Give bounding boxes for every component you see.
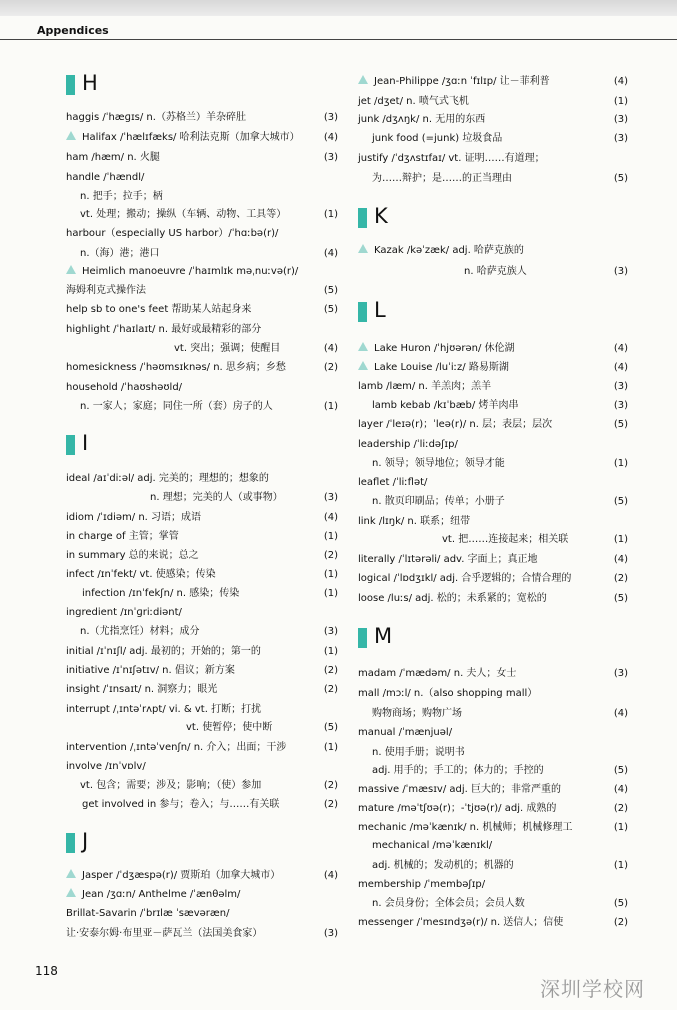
glossary-entry <box>358 761 628 780</box>
section-marker-bar <box>66 435 75 455</box>
entry-text <box>66 885 338 904</box>
glossary-entry <box>358 169 628 188</box>
glossary-entry <box>358 818 628 837</box>
glossary-entry <box>66 642 338 661</box>
glossary-entry <box>66 622 338 641</box>
entry-text <box>66 527 338 546</box>
entry-definition: homesickness /ˈhəʊmsɪknəs/ n. 思乡病；乡愁 <box>66 362 286 373</box>
entry-text <box>358 169 628 188</box>
entry-text <box>66 281 338 300</box>
entry-definition: mature /məˈtʃʊə(r)；-ˈtjʊə(r)/ adj. 成熟的 <box>358 803 557 814</box>
entry-text <box>358 684 628 703</box>
glossary-entry <box>358 454 628 473</box>
glossary-entry <box>66 776 338 795</box>
entry-definition: adj. 用手的；手工的；体力的；手控的 <box>372 765 544 776</box>
entry-text <box>358 241 628 260</box>
entry-definition: n. 使用手册；说明书 <box>372 747 465 758</box>
entry-text <box>66 661 338 680</box>
entry-definition: help sb to one's feet 帮助某人站起身来 <box>66 304 252 315</box>
unit-number: (1) <box>613 96 628 107</box>
glossary-entry <box>66 187 338 206</box>
entry-definition: interrupt /ˌɪntəˈrʌpt/ vi. & vt. 打断；打扰 <box>66 704 262 715</box>
entry-definition: vt. 处理；搬动；操纵（车辆、动物、工具等） <box>80 209 287 220</box>
section-marker-bar <box>66 75 75 95</box>
entry-definition: link /lɪŋk/ n. 联系；纽带 <box>358 516 471 527</box>
unit-number: (3) <box>613 114 628 125</box>
glossary-entry <box>66 108 338 127</box>
glossary-entry <box>66 244 338 263</box>
entry-text <box>358 530 628 549</box>
unit-number: (1) <box>323 401 338 412</box>
unit-number: (2) <box>323 799 338 810</box>
unit-number: (5) <box>323 722 338 733</box>
unit-number: (5) <box>613 173 628 184</box>
glossary-entry <box>358 241 628 260</box>
glossary-entry <box>66 795 338 814</box>
entry-text <box>66 300 338 319</box>
unit-number: (3) <box>613 381 628 392</box>
entry-text <box>358 856 628 875</box>
section-marker-bar <box>66 833 75 853</box>
unit-number: (4) <box>323 343 338 354</box>
unit-number: (1) <box>323 588 338 599</box>
section-letter: M <box>374 624 393 648</box>
glossary-entry <box>358 569 628 588</box>
entry-definition: n. 把手；拉手；柄 <box>80 191 163 202</box>
entry-definition: n. 一家人；家庭；同住一所（套）房子的人 <box>80 401 273 412</box>
entry-text <box>66 924 338 943</box>
entry-definition: junk /dʒʌŋk/ n. 无用的东西 <box>358 114 486 125</box>
entry-text <box>358 92 628 111</box>
entry-definition: n. 理想；完美的人（或事物） <box>150 492 283 503</box>
entry-definition: haggis /ˈhæɡɪs/ n.（苏格兰）羊杂碎肚 <box>66 112 246 123</box>
section-marker-bar <box>358 302 367 322</box>
glossary-entry <box>358 743 628 762</box>
entry-text <box>358 512 628 531</box>
glossary-entry <box>66 148 338 167</box>
unit-number: (3) <box>613 400 628 411</box>
unit-number: (4) <box>323 132 338 143</box>
unit-number: (5) <box>613 593 628 604</box>
entry-text <box>358 129 628 148</box>
entry-text <box>66 262 338 281</box>
entry-definition: madam /ˈmædəm/ n. 夫人；女士 <box>358 668 517 679</box>
entry-definition: 购物商场；购物广场 <box>372 708 462 719</box>
entry-text <box>66 358 338 377</box>
entry-text <box>66 108 338 127</box>
glossary-entry <box>358 913 628 932</box>
entry-text <box>66 168 338 187</box>
glossary-entry <box>358 377 628 396</box>
entry-text <box>66 565 338 584</box>
entry-definition: Lake Huron /ˈhjʊərən/ 休伦湖 <box>374 343 515 354</box>
unit-number: (4) <box>323 512 338 523</box>
unit-number: (4) <box>613 784 628 795</box>
triangle-marker-icon <box>66 888 76 897</box>
section-letter: J <box>82 829 89 853</box>
unit-number: (4) <box>613 76 628 87</box>
entry-text <box>66 397 338 416</box>
unit-number: (2) <box>323 684 338 695</box>
entry-text <box>358 492 628 511</box>
entry-text <box>66 148 338 167</box>
entry-definition: 海姆利克式操作法 <box>66 285 146 296</box>
glossary-entry <box>358 550 628 569</box>
glossary-entry <box>66 904 338 923</box>
entry-text <box>358 704 628 723</box>
glossary-entry <box>66 603 338 622</box>
unit-number: (3) <box>323 152 338 163</box>
entry-definition: in charge of 主管；掌管 <box>66 531 179 542</box>
glossary-entry <box>358 799 628 818</box>
unit-number: (4) <box>613 554 628 565</box>
entry-text <box>66 795 338 814</box>
glossary-entry <box>66 924 338 943</box>
glossary-entry <box>358 589 628 608</box>
entry-text <box>66 603 338 622</box>
watermark: 深圳学校网 <box>540 977 645 1001</box>
entry-text <box>358 743 628 762</box>
entry-definition: massive /ˈmæsɪv/ adj. 巨大的；非常严重的 <box>358 784 561 795</box>
glossary-entry <box>66 661 338 680</box>
entry-definition: n. 哈萨克族人 <box>464 266 527 277</box>
glossary-entry <box>358 512 628 531</box>
entry-text <box>358 664 628 683</box>
unit-number: (3) <box>323 492 338 503</box>
glossary-entry <box>66 700 338 719</box>
entry-text <box>66 866 338 885</box>
glossary-entry <box>358 684 628 703</box>
entry-definition: lamb kebab /kɪˈbæb/ 烤羊肉串 <box>372 400 519 411</box>
entry-text <box>358 454 628 473</box>
glossary-entry <box>358 894 628 913</box>
unit-number: (1) <box>613 860 628 871</box>
entry-text <box>66 776 338 795</box>
entry-definition: Jasper /ˈdʒæspə(r)/ 贾斯珀（加拿大城市） <box>82 870 281 881</box>
entry-definition: involve /ɪnˈvɒlv/ <box>66 761 146 772</box>
glossary-entry <box>358 149 628 168</box>
entry-definition: ideal /aɪˈdiːəl/ adj. 完美的；理想的；想象的 <box>66 473 269 484</box>
entry-text <box>66 642 338 661</box>
entry-definition: 让·安泰尔姆·布里亚－萨瓦兰（法国美食家） <box>66 928 263 939</box>
unit-number: (1) <box>613 822 628 833</box>
entry-definition: Jean-Philippe /ʒɑːn ˈfɪlɪp/ 让－菲利普 <box>374 76 550 87</box>
section-marker-bar <box>358 628 367 648</box>
entry-definition: handle /ˈhændl/ <box>66 172 145 183</box>
glossary-entry <box>66 469 338 488</box>
unit-number: (3) <box>613 266 628 277</box>
unit-number: (5) <box>323 304 338 315</box>
glossary-entry <box>66 885 338 904</box>
triangle-marker-icon <box>66 869 76 878</box>
unit-number: (3) <box>323 626 338 637</box>
triangle-marker-icon <box>358 361 368 370</box>
unit-number: (5) <box>613 898 628 909</box>
entry-definition: loose /luːs/ adj. 松的；未系紧的；宽松的 <box>358 593 547 604</box>
page-top-strip <box>0 0 677 16</box>
triangle-marker-icon <box>66 131 76 140</box>
entry-text <box>66 738 338 757</box>
entry-definition: Halifax /ˈhælɪfæks/ 哈利法克斯（加拿大城市） <box>82 132 300 143</box>
entry-text <box>66 128 338 147</box>
entry-definition: Lake Louise /luˈiːz/ 路易斯湖 <box>374 362 509 373</box>
entry-text <box>358 473 628 492</box>
unit-number: (2) <box>323 550 338 561</box>
unit-number: (2) <box>613 917 628 928</box>
section-letter: K <box>374 204 388 228</box>
entry-text <box>358 435 628 454</box>
entry-text <box>66 205 338 224</box>
unit-number: (2) <box>323 665 338 676</box>
entry-text <box>66 224 338 243</box>
entry-text <box>66 378 338 397</box>
glossary-entry <box>358 358 628 377</box>
section-marker-bar <box>358 208 367 228</box>
running-header: Appendices <box>37 24 109 37</box>
glossary-entry <box>358 396 628 415</box>
entry-text <box>358 569 628 588</box>
triangle-marker-icon <box>358 75 368 84</box>
entry-text <box>358 836 628 855</box>
unit-number: (1) <box>323 209 338 220</box>
entry-text <box>358 110 628 129</box>
entry-definition: infect /ɪnˈfekt/ vt. 使感染；传染 <box>66 569 216 580</box>
unit-number: (3) <box>323 928 338 939</box>
entry-text <box>66 680 338 699</box>
entry-text <box>358 358 628 377</box>
glossary-entry <box>358 435 628 454</box>
entry-text <box>358 396 628 415</box>
glossary-entry <box>358 856 628 875</box>
entry-text <box>358 377 628 396</box>
glossary-entry <box>358 530 628 549</box>
entry-definition: highlight /ˈhaɪlaɪt/ n. 最好或最精彩的部分 <box>66 324 262 335</box>
entry-definition: ham /hæm/ n. 火腿 <box>66 152 160 163</box>
unit-number: (3) <box>613 668 628 679</box>
glossary-entry <box>66 300 338 319</box>
glossary-entry <box>358 780 628 799</box>
entry-text <box>66 700 338 719</box>
entry-text <box>358 818 628 837</box>
entry-text <box>358 339 628 358</box>
entry-text <box>66 488 338 507</box>
entry-definition: intervention /ˌɪntəˈvenʃn/ n. 介入；出面；干涉 <box>66 742 287 753</box>
unit-number: (2) <box>323 362 338 373</box>
entry-definition: leadership /ˈliːdəʃɪp/ <box>358 439 458 450</box>
glossary-entry <box>66 757 338 776</box>
glossary-entry <box>66 378 338 397</box>
entry-definition: mechanical /məˈkænɪkl/ <box>372 840 493 851</box>
unit-number: (2) <box>613 803 628 814</box>
unit-number: (5) <box>613 419 628 430</box>
entry-definition: insight /ˈɪnsaɪt/ n. 洞察力；眼光 <box>66 684 218 695</box>
entry-text <box>66 187 338 206</box>
entry-definition: n. 散页印刷品；传单；小册子 <box>372 496 505 507</box>
entry-definition: initiative /ɪˈnɪʃətɪv/ n. 倡议；新方案 <box>66 665 235 676</box>
glossary-entry <box>358 415 628 434</box>
entry-definition: get involved in 参与；卷入；与……有关联 <box>82 799 280 810</box>
glossary-entry <box>358 129 628 148</box>
entry-definition: layer /ˈleɪə(r)；ˈleə(r)/ n. 层；表层；层次 <box>358 419 553 430</box>
entry-text <box>66 584 338 603</box>
entry-text <box>358 589 628 608</box>
entry-definition: Jean /ʒɑːn/ Anthelme /ˈænθəlm/ <box>82 889 241 900</box>
entry-definition: adj. 机械的；发动机的；机器的 <box>372 860 514 871</box>
entry-definition: junk food (=junk) 垃圾食品 <box>372 133 503 144</box>
unit-number: (1) <box>323 646 338 657</box>
entry-text <box>358 550 628 569</box>
entry-definition: vt. 把……连接起来；相关联 <box>442 534 569 545</box>
unit-number: (5) <box>323 285 338 296</box>
entry-text <box>66 718 338 737</box>
glossary-entry <box>358 339 628 358</box>
glossary-entry <box>66 527 338 546</box>
section-letter: L <box>374 298 386 322</box>
glossary-entry <box>66 565 338 584</box>
entry-definition: leaflet /ˈliːflət/ <box>358 477 428 488</box>
entry-definition: justify /ˈdʒʌstɪfaɪ/ vt. 证明……有道理； <box>358 153 545 164</box>
entry-text <box>358 799 628 818</box>
entry-text <box>66 469 338 488</box>
entry-definition: initial /ɪˈnɪʃl/ adj. 最初的；开始的；第一的 <box>66 646 261 657</box>
entry-definition: infection /ɪnˈfekʃn/ n. 感染；传染 <box>82 588 240 599</box>
entry-text <box>66 904 338 923</box>
entry-text <box>358 894 628 913</box>
glossary-entry <box>66 680 338 699</box>
entry-text <box>358 780 628 799</box>
glossary-entry <box>358 836 628 855</box>
entry-definition: 为……辩护；是……的正当理由 <box>372 173 512 184</box>
entry-definition: ingredient /ɪnˈɡriːdiənt/ <box>66 607 182 618</box>
glossary-entry <box>66 224 338 243</box>
unit-number: (3) <box>613 133 628 144</box>
triangle-marker-icon <box>66 265 76 274</box>
section-letter: I <box>82 431 89 455</box>
unit-number: (4) <box>323 248 338 259</box>
unit-number: (2) <box>323 780 338 791</box>
unit-number: (4) <box>613 343 628 354</box>
glossary-entry <box>358 262 628 281</box>
glossary-entry <box>66 168 338 187</box>
glossary-entry <box>66 205 338 224</box>
entry-text <box>66 320 338 339</box>
entry-definition: lamb /læm/ n. 羊羔肉；羔羊 <box>358 381 492 392</box>
section-letter: H <box>82 71 98 95</box>
glossary-entry <box>66 128 338 147</box>
glossary-entry <box>358 492 628 511</box>
entry-definition: messenger /ˈmesɪndʒə(r)/ n. 送信人；信使 <box>358 917 564 928</box>
unit-number: (4) <box>613 362 628 373</box>
entry-text <box>358 72 628 91</box>
entry-text <box>358 875 628 894</box>
glossary-entry <box>66 718 338 737</box>
glossary-entry <box>66 866 338 885</box>
entry-definition: membership /ˈmembəʃɪp/ <box>358 879 486 890</box>
entry-definition: Brillat-Savarin /ˈbrɪlæ ˈsævəræn/ <box>66 908 230 919</box>
entry-definition: n.（尤指烹饪）材料；成分 <box>80 626 200 637</box>
unit-number: (1) <box>323 742 338 753</box>
entry-definition: jet /dʒet/ n. 喷气式飞机 <box>358 96 469 107</box>
glossary-entry <box>358 723 628 742</box>
entry-definition: vt. 突出；强调；使醒目 <box>174 343 281 354</box>
entry-definition: vt. 使暂停；使中断 <box>186 722 273 733</box>
glossary-entry <box>66 358 338 377</box>
glossary-entry <box>358 92 628 111</box>
entry-definition: n. 领导；领导地位；领导才能 <box>372 458 505 469</box>
header-rule <box>0 39 677 40</box>
unit-number: (1) <box>613 458 628 469</box>
triangle-marker-icon <box>358 342 368 351</box>
glossary-entry <box>66 488 338 507</box>
unit-number: (5) <box>613 765 628 776</box>
page-number: 118 <box>35 964 58 978</box>
entry-definition: logical /ˈlɒdʒɪkl/ adj. 合乎逻辑的；合情合理的 <box>358 573 572 584</box>
glossary-entry <box>358 72 628 91</box>
entry-text <box>358 761 628 780</box>
entry-definition: n.（海）港；港口 <box>80 248 160 259</box>
entry-text <box>66 244 338 263</box>
entry-definition: n. 会员身份；全体会员；会员人数 <box>372 898 525 909</box>
unit-number: (2) <box>613 573 628 584</box>
glossary-entry <box>358 704 628 723</box>
glossary-entry <box>66 397 338 416</box>
glossary-entry <box>358 875 628 894</box>
glossary-entry <box>66 320 338 339</box>
glossary-entry <box>358 473 628 492</box>
entry-definition: mechanic /məˈkænɪk/ n. 机械师；机械修理工 <box>358 822 573 833</box>
entry-definition: vt. 包含；需要；涉及；影响；（使）参加 <box>80 780 262 791</box>
glossary-entry <box>66 508 338 527</box>
entry-text <box>66 546 338 565</box>
triangle-marker-icon <box>358 244 368 253</box>
glossary-entry <box>66 339 338 358</box>
glossary-entry <box>66 546 338 565</box>
entry-definition: manual /ˈmænjuəl/ <box>358 727 453 738</box>
entry-definition: literally /ˈlɪtərəli/ adv. 字面上；真正地 <box>358 554 538 565</box>
unit-number: (5) <box>613 496 628 507</box>
unit-number: (1) <box>323 569 338 580</box>
entry-definition: harbour（especially US harbor）/ˈhɑːbə(r)/ <box>66 228 279 239</box>
entry-text <box>358 913 628 932</box>
entry-definition: idiom /ˈɪdiəm/ n. 习语；成语 <box>66 512 202 523</box>
entry-text <box>358 723 628 742</box>
entry-text <box>66 339 338 358</box>
glossary-entry <box>66 262 338 281</box>
glossary-entry <box>66 738 338 757</box>
unit-number: (3) <box>323 112 338 123</box>
entry-definition: Heimlich manoeuvre /ˈhaɪmlɪk məˌnuːvə(r)/ <box>82 266 299 277</box>
unit-number: (1) <box>613 534 628 545</box>
entry-definition: household /ˈhaʊshəʊld/ <box>66 382 183 393</box>
unit-number: (4) <box>323 870 338 881</box>
unit-number: (1) <box>323 531 338 542</box>
entry-definition: mall /mɔːl/ n.（also shopping mall） <box>358 688 538 699</box>
glossary-entry <box>358 664 628 683</box>
glossary-entry <box>66 584 338 603</box>
entry-text <box>66 757 338 776</box>
entry-text <box>358 262 628 281</box>
entry-definition: in summary 总的来说；总之 <box>66 550 199 561</box>
entry-text <box>358 149 628 168</box>
unit-number: (4) <box>613 708 628 719</box>
glossary-entry <box>358 110 628 129</box>
entry-text <box>358 415 628 434</box>
glossary-entry <box>66 281 338 300</box>
entry-text <box>66 622 338 641</box>
entry-text <box>66 508 338 527</box>
entry-definition: Kazak /kəˈzæk/ adj. 哈萨克族的 <box>374 245 524 256</box>
